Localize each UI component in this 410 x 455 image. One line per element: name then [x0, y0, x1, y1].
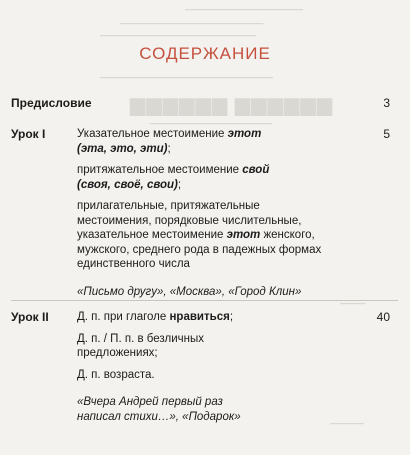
preface-page-number: 3: [383, 96, 390, 110]
preface-label: Предисловие: [11, 96, 92, 110]
keyword: этот: [227, 128, 262, 140]
keyword: этот: [226, 229, 261, 241]
lesson-2-item-age: Д. п. возраста.: [77, 368, 155, 381]
punctuation: ;: [177, 178, 182, 191]
lesson-2-item-impersonal: [77, 332, 347, 361]
item-text: прилагательные, притяжательные: [77, 200, 260, 212]
keyword-forms: (эта, это, эти): [77, 142, 168, 155]
item-text: женского,: [260, 229, 315, 241]
item-text: предложениях;: [77, 347, 158, 359]
item-text: Д. п. при глаголе: [77, 311, 170, 323]
bleed-through-text: ━━━━━━: [340, 301, 366, 308]
punctuation: ;: [229, 311, 234, 323]
lesson-1-page-number: 5: [383, 127, 390, 141]
lesson-2-label: Урок II: [11, 310, 49, 324]
bleed-through-text: ━━━━━━━━━━━━━━━━━━━━━━━━━━━━━━━━━━: [120, 21, 264, 28]
item-text: Указательное местоимение: [77, 128, 228, 140]
keyword-forms: (своя, своё, свои): [77, 178, 178, 191]
item-text: местоимения, порядковые числительные,: [77, 214, 302, 227]
keyword: нравиться: [169, 311, 230, 323]
punctuation: ;: [167, 142, 171, 155]
lesson-1-content: [77, 127, 347, 299]
item-text: указательное местоимение: [77, 229, 227, 241]
bleed-through-text: ━━━━━━━━━━━━━━━━━━━━━━━━━━━━━: [150, 121, 273, 128]
bleed-through-text: ━━━━━━━━━━━━━━━━━━━━━━━━━━━━: [185, 7, 304, 14]
bleed-through-text: ━━━━━━━━: [330, 421, 364, 428]
keyword: свой: [242, 164, 270, 176]
texts-line: «Вчера Андрей первый раз: [77, 396, 223, 408]
lesson-1-label: Урок I: [11, 127, 46, 141]
section-divider: [11, 300, 398, 301]
lesson-2-item-dative-verb: [77, 310, 347, 325]
lesson-1-item-adjectives: [77, 199, 347, 272]
lesson-2-page-number: 40: [376, 310, 390, 324]
item-text: единственного числа: [77, 258, 190, 270]
item-text: мужского, среднего рода в падежных формах: [77, 243, 322, 256]
item-text: Д. п. / П. п. в безличных: [77, 332, 204, 345]
lesson-2-content: [77, 310, 347, 424]
bleed-through-text: ━━━━━━━━━━━━━━━━━━━━━━━━━━━━━━━━━━━━━: [100, 33, 256, 40]
item-text: притяжательное местоимение: [77, 164, 243, 176]
lesson-2-texts: [77, 395, 347, 424]
page-title: СОДЕРЖАНИЕ: [139, 44, 271, 63]
texts-line: написал стихи…», «Подарок»: [77, 410, 241, 423]
bleed-through-text: ━━━━━━━━━━━━━━━━━━━━━━━━━━━━━━━━━━━━━━━━━: [100, 75, 273, 82]
lesson-1-item-demonstrative: [77, 127, 347, 156]
bleed-through-heading: ▆▆▆▆▆▆ ▆▆▆▆▆▆: [130, 94, 334, 116]
lesson-1-texts: «Письмо другу», «Москва», «Город Клин»: [77, 285, 302, 298]
lesson-1-item-possessive: [77, 163, 347, 192]
